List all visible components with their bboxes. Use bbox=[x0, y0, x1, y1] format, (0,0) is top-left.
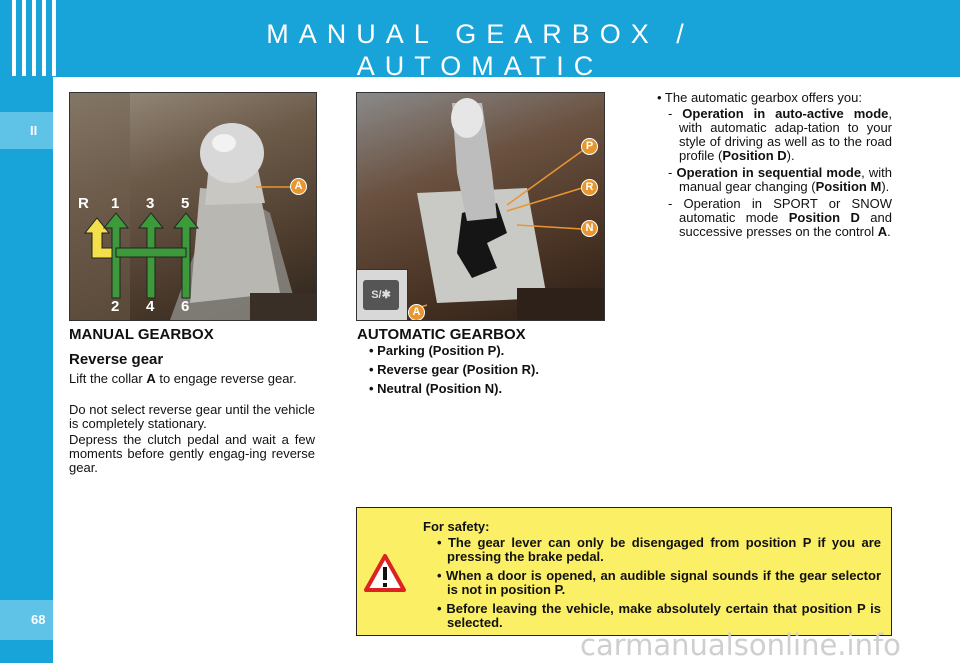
gear-number-r: R bbox=[78, 195, 89, 212]
chapter-tab bbox=[0, 112, 53, 149]
chapter-label: II bbox=[30, 123, 38, 138]
manual-gearbox-heading: MANUAL GEARBOX bbox=[69, 326, 214, 343]
safety-heading: For safety: bbox=[423, 519, 490, 534]
mode-sequential: - Operation in sequential mode, with manual gear changing (Position M). bbox=[668, 165, 893, 194]
p1-bold-a: A bbox=[146, 371, 156, 386]
gear-number-3: 3 bbox=[146, 195, 155, 212]
automatic-gearbox-photo bbox=[356, 92, 605, 321]
gear-number-6: 6 bbox=[181, 298, 190, 315]
position-p-item: • Parking (Position P). bbox=[369, 343, 505, 358]
sport-snow-button bbox=[357, 269, 408, 321]
gear-number-4: 4 bbox=[146, 298, 155, 315]
gear-number-5: 5 bbox=[181, 195, 190, 212]
gear-number-2: 2 bbox=[111, 298, 120, 315]
mode-auto-active: - Operation in auto-active mode, with automatic adap-tation to your style of driving as well as to the road profile (Position D). bbox=[668, 106, 892, 163]
modes-intro: • The automatic gearbox offers you: bbox=[657, 90, 862, 105]
reverse-gear-paragraph-3: Depress the clutch pedal and wait a few moments before gently engag-ing reverse gear. bbox=[69, 432, 315, 475]
warning-triangle-icon bbox=[363, 553, 407, 593]
label-r: R bbox=[581, 179, 598, 196]
position-n-item: • Neutral (Position N). bbox=[369, 381, 503, 396]
gear-pattern-diagram bbox=[70, 93, 316, 320]
safety-bullet-3: • Before leaving the vehicle, make absolutely certain that position P is selected. bbox=[437, 601, 881, 630]
automatic-gearbox-heading: AUTOMATIC GEARBOX bbox=[357, 326, 526, 343]
automatic-modes-text bbox=[657, 91, 892, 239]
footer-watermark: carmanualsonline.info bbox=[580, 628, 901, 662]
sidebar-band bbox=[0, 0, 53, 663]
safety-text bbox=[423, 520, 881, 630]
reverse-gear-heading: Reverse gear bbox=[69, 351, 164, 368]
label-a-manual: A bbox=[290, 178, 307, 195]
label-n: N bbox=[581, 220, 598, 237]
p1-text: Lift the collar bbox=[69, 371, 147, 386]
safety-box bbox=[356, 507, 892, 636]
p1-text-end: to engage reverse gear. bbox=[155, 371, 297, 386]
position-r-item: • Reverse gear (Position R). bbox=[369, 362, 539, 377]
reverse-gear-paragraph-1 bbox=[69, 372, 315, 386]
header-stripes bbox=[6, 0, 66, 76]
label-a-automatic: A bbox=[408, 304, 425, 321]
manual-gearbox-photo bbox=[69, 92, 317, 321]
safety-bullet-1: • The gear lever can only be disengaged from position P if you are pressing the brake pedal. bbox=[437, 535, 881, 564]
automatic-positions-list bbox=[369, 341, 539, 398]
safety-bullet-2: • When a door is opened, an audible signal sounds if the gear selector is not in position P. bbox=[437, 568, 881, 597]
gear-number-1: 1 bbox=[111, 195, 120, 212]
label-p: P bbox=[581, 138, 598, 155]
sport-snow-button-face: S/✱ bbox=[363, 280, 399, 310]
reverse-gear-paragraph-2: Do not select reverse gear until the vehicle is completely stationary. bbox=[69, 402, 315, 431]
title-line-1: MANUAL GEARBOX / AUTOMATIC bbox=[266, 19, 694, 81]
page-number: 68 bbox=[31, 612, 46, 627]
mode-sport-snow: - Operation in SPORT or SNOW automatic mode Position D and successive presses on the control A. bbox=[668, 196, 893, 239]
